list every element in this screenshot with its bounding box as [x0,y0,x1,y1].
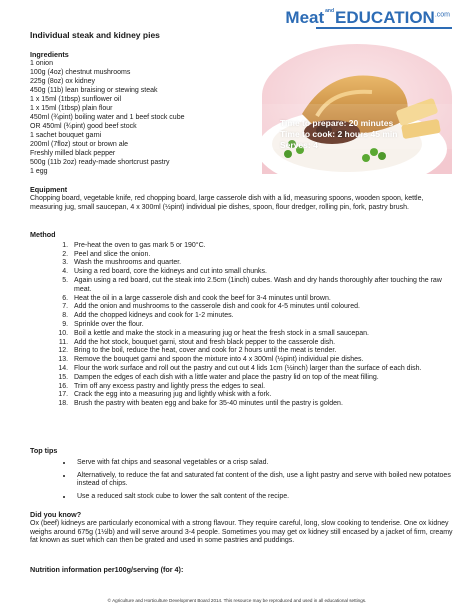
ingredient-item: 450g (11b) lean braising or stewing steak [30,87,158,94]
method-step: 12. Bring to the boil, reduce the heat, cover and cook for 2 hours until the meat is tender. [70,347,455,356]
tip-item: • Alternatively, to reduce the fat and saturated fat content of the dish, use a light pastry and serve with boiled new potatoes instead of chips. [73,472,455,490]
method-step: 16. Trim off any excess pastry and lightly press the edges to seal. [70,383,455,392]
logo-meat: Meat [285,8,325,27]
method-step: 8. Add the chopped kidneys and cook for 1-2 minutes. [70,312,455,321]
did-you-know-heading: Did you know? [30,510,82,519]
ingredient-item: 500g (11b 2oz) ready-made shortcrust pastry [30,159,170,166]
cook-time: Time to cook: 2 hours 45 min [280,129,398,139]
ingredients-section [30,50,270,176]
serves: Serves: 4 [280,140,318,150]
ingredient-item: 1 x 15ml (1tbsp) plain flour [30,105,113,112]
tips-heading: Top tips [30,446,58,455]
ingredient-item: 1 sachet bouquet garni [30,132,102,139]
ingredient-item: 200ml (7floz) stout or brown ale [30,141,129,148]
tip-item: • Use a reduced salt stock cube to lower the salt content of the recipe. [73,493,455,502]
method-step: 11. Add the hot stock, bouquet garni, stout and fresh black pepper to the casserole dish. [70,339,455,348]
method-step: 3. Wash the mushrooms and quarter. [70,259,455,268]
method-step: 5. Again using a red board, cut the steak into 2.5cm (1inch) cubes. Wash and dry hands thoroughly after touching the raw meat. [70,277,455,295]
method-step: 14. Flour the work surface and roll out the pastry and cut out 4 lids 1cm (½inch) larger than the surface of each dish. [70,365,455,374]
prep-time: Time to prepare: 20 minutes [280,118,394,128]
method-step: 13. Remove the bouquet garni and spoon the mixture into 4 x 300ml (½pint) individual pie dishes. [70,356,455,365]
ingredient-item: 450ml (¾pint) boiling water and 1 beef stock cube [30,114,185,121]
method-step: 7. Add the onion and mushrooms to the casserole dish and cook for 4-5 minutes until coloured. [70,303,455,312]
method-step: 2. Peel and slice the onion. [70,251,455,260]
pie-photo-image [262,44,452,174]
ingredient-item: 1 egg [30,168,48,175]
method-step: 9. Sprinkle over the flour. [70,321,455,330]
equipment-section [30,186,455,212]
method-list [30,242,455,409]
ingredient-item: OR 450ml (¾pint) good beef stock [30,123,137,130]
method-step: 1. Pre-heat the oven to gas mark 5 or 190°C. [70,242,455,251]
page-title: Individual steak and kidney pies [30,30,160,40]
tips-list [30,459,455,502]
ingredient-item: 225g (8oz) ox kidney [30,78,95,85]
did-you-know-section [30,511,455,546]
footer-copyright: © Agriculture and Horticulture Development Board 2014. This resource may be reproduced and used in all educational settings. [107,598,367,603]
method-section [30,231,455,409]
logo-and: and [325,8,335,14]
equipment-heading: Equipment [30,185,68,194]
tip-item: • Serve with fat chips and seasonal vegetables or a crisp salad. [73,459,455,468]
tips-section [30,447,455,506]
equipment-text: Chopping board, vegetable knife, red chopping board, large casserole dish with a lid, measuring spoons, wooden spoon, kettle, measuring jug, small saucepan, 4 x 300ml (½pint) individual pie dishes, spoon, flour dredger, rolling pin, fork, pastry brush. [30,194,424,211]
ingredients-list [30,59,270,176]
ingredient-item: 100g (4oz) chestnut mushrooms [30,69,131,76]
pie-photo [262,44,452,174]
method-step: 4. Using a red board, core the kidneys and cut into small chunks. [70,268,455,277]
logo-com: .com [434,11,450,19]
ingredient-item: 1 onion [30,60,53,67]
method-heading: Method [30,230,56,239]
did-you-know-text: Ox (beef) kidneys are particularly economical with a strong flavour. They require careful, long, slow cooking to tenderise. One ox kidney weighs around 675g (1½lb) and will serve around 3-4 people. Sometimes you may get ox kidney still encased by a jacket of firm, creamy fat known as suet which can then be grated and used in some pastries and puddings. [30,519,453,545]
ingredient-item: 1 x 15ml (1tbsp) sunflower oil [30,96,122,103]
logo-education: EDUCATION [335,8,435,27]
ingredient-item: Freshly milled black pepper [30,150,116,157]
nutrition-section [30,566,455,575]
site-logo [285,8,450,28]
method-step: 10. Boil a kettle and make the stock in a measuring jug or heat the fresh stock in a small saucepan. [70,330,455,339]
ingredients-heading: Ingredients [30,50,69,59]
nutrition-heading: Nutrition information per100g/serving (for 4): [30,565,184,574]
method-step: 18. Brush the pastry with beaten egg and bake for 35-40 minutes until the pastry is golden. [70,400,455,409]
method-step: 17. Crack the egg into a measuring jug and lightly whisk with a fork. [70,391,455,400]
method-step: 6. Heat the oil in a large casserole dish and cook the beef for 3-4 minutes until brown. [70,295,455,304]
logo-underline [316,27,452,29]
method-step: 15. Dampen the edges of each dish with a little water and place the pastry lid on top of the meat filling. [70,374,455,383]
